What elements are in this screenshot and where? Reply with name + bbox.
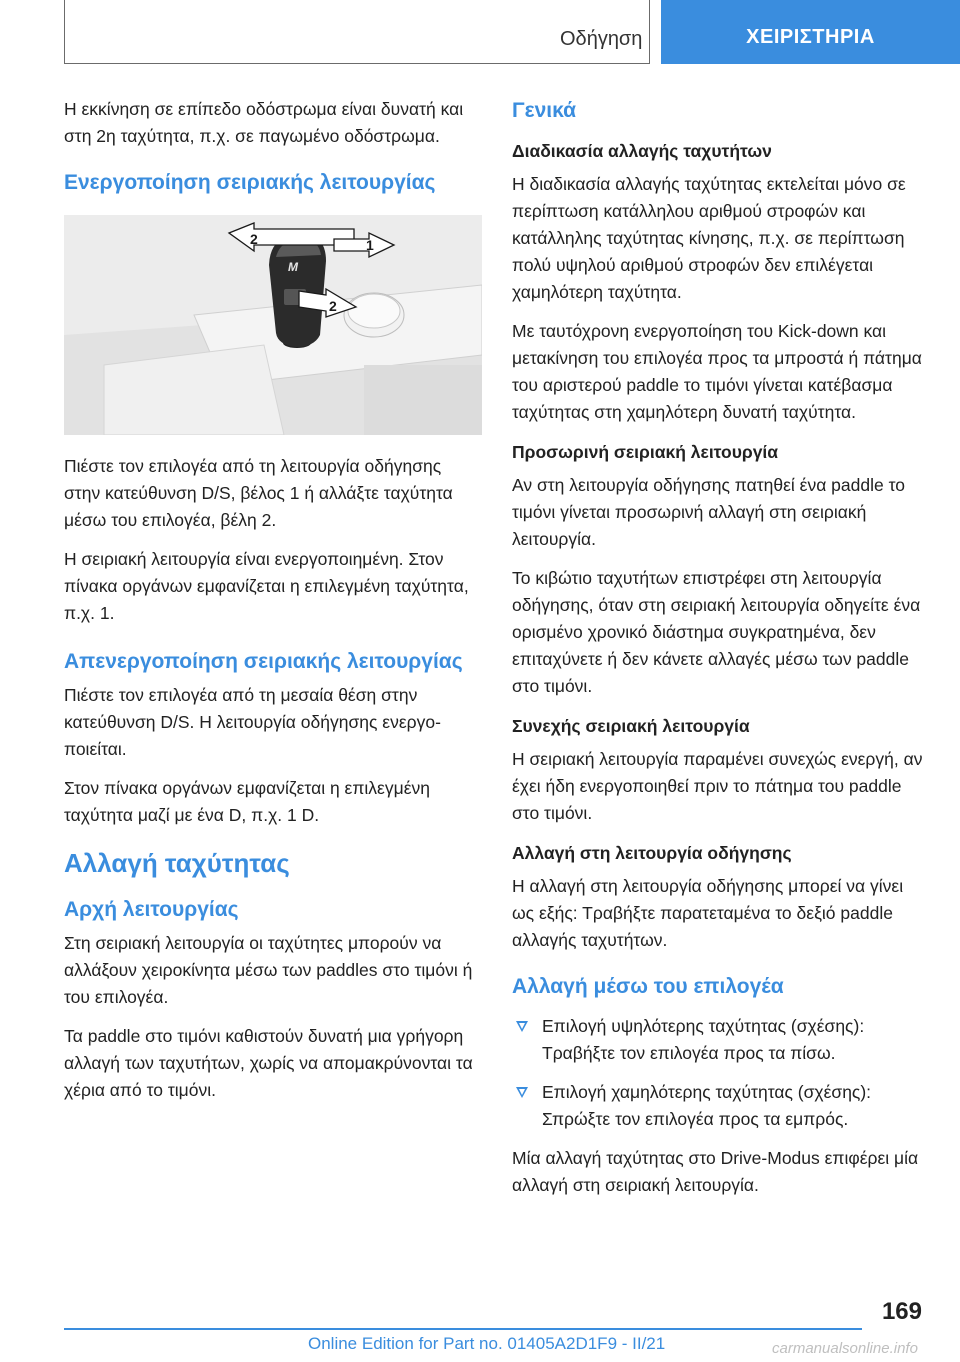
deactivate-paragraph-1: Πιέστε τον επιλογέα από τη μεσαία θέση στην κατεύθυνση D/S. Η λειτουργία οδήγησης ενεργοποιείται. <box>64 685 441 759</box>
brand-m-label: M <box>288 260 298 274</box>
header-section-title: Οδήγηση <box>560 28 643 50</box>
arrow-2-bottom-label: 2 <box>329 298 337 314</box>
activate-heading: Ενεργοποίηση σειριακής λειτουργίας <box>64 171 436 194</box>
procedure-heading: Διαδικασία αλλαγής ταχυτήτων <box>512 141 772 161</box>
principle-paragraph-2: Τα paddle στο τιμόνι καθιστούν δυνατή μια γρήγορη αλλαγή των ταχυτήτων, χωρίς να απομακρύνονται τα χέρια από το τιμόνι. <box>64 1026 473 1100</box>
temporary-paragraph-1: Αν στη λειτουργία οδήγησης πατηθεί ένα paddle το τιμόνι γίνεται προσωρινή αλλαγή στη σειριακή λειτουργία. <box>512 475 905 549</box>
continuous-paragraph: Η σειριακή λειτουργία παραμένει συνεχώς ενεργή, αν έχει ήδη ενεργοποιηθεί πριν το πάτημα του paddle στο τιμόνι. <box>512 749 923 823</box>
temporary-heading: Προσωρινή σειριακή λειτουργία <box>512 442 779 462</box>
arrow-2-top-label: 2 <box>250 231 258 247</box>
header-chapter-tab[interactable]: ΧΕΙΡΙΣΤΗΡΙΑ <box>661 0 960 64</box>
page-number: 169 <box>881 1298 922 1325</box>
arrow-1-label: 1 <box>366 237 374 253</box>
step-text: Επιλογή χαμηλότερης ταχύτητας (σχέσης): Σπρώξτε τον επιλογέα προς τα εμπρός. <box>542 1082 872 1129</box>
drive-modus-paragraph: Μία αλλαγή ταχύτητας στο Drive-Modus επιφέρει μία αλλαγή στη σειριακή λειτουργία. <box>512 1148 919 1195</box>
list-item <box>512 1079 930 1133</box>
selector-heading: Αλλαγή μέσω του επιλογέα <box>512 975 784 998</box>
triangle-bullet-icon <box>516 1087 528 1098</box>
procedure-paragraph-1: Η διαδικασία αλλαγής ταχύτητας εκτελείται μόνο σε περίπτωση κατάλληλου αριθμού στροφών και κατάλληλης ταχύτητας κίνησης, π.χ. σε περίπτωση πολύ υψηλού αριθμού στροφών δεν επιλέγεται χαμηλότερη ταχύτητα. <box>512 174 906 302</box>
continuous-heading: Συνεχής σειριακή λειτουργία <box>512 716 750 736</box>
procedure-paragraph-2: Με ταυτόχρονη ενεργοποίηση του Kick-down και μετακίνηση του επιλογέα προς τα μπροστά ή πάτημα του αριστερού paddle το τιμόνι γίνεται κατέβασμα ταχύτητας στη χαμηλότερη δυνατή ταχύτητα. <box>512 321 922 422</box>
gear-selector-illustration <box>64 215 482 435</box>
triangle-bullet-icon <box>516 1021 528 1032</box>
temporary-paragraph-2: Το κιβώτιο ταχυτήτων επιστρέφει στη λειτουργία οδήγησης, όταν στη σειριακή λειτουργία οδηγείτε ένα ορισμένο χρονικό διάστημα συγκρατημένα, δεν επιταχύνετε ή δεν κάνετε αλλαγές μέσω των paddle στο τιμόνι. <box>512 568 921 696</box>
step-text: Επιλογή υψηλότερης ταχύτητας (σχέσης): Τραβήξτε τον επιλογέα προς τα πίσω. <box>542 1016 865 1063</box>
intro-paragraph: Η εκκίνηση σε επίπεδο οδόστρωμα είναι δυνατή και στη 2η ταχύτητα, π.χ. σε παγωμένο οδόστρωμα. <box>64 99 464 146</box>
deactivate-paragraph-2: Στον πίνακα οργάνων εμφανίζεται η επιλεγμένη ταχύτητα μαζί με ένα D, π.χ. 1 D. <box>64 778 430 825</box>
gear-selector-figure <box>64 215 482 435</box>
activate-paragraph-2: Η σειριακή λειτουργία είναι ενεργοποιημένη. Στον πίνακα οργάνων εμφανίζεται η επιλεγμένη ταχύτητα, π.χ. 1. <box>64 549 469 623</box>
selector-steps-list <box>512 1013 930 1133</box>
gearshift-heading: Αλλαγή ταχύτητας <box>64 848 290 878</box>
watermark: carmanualsonline.info <box>772 1340 918 1357</box>
principle-heading: Αρχή λειτουργίας <box>64 898 239 921</box>
right-column <box>512 96 930 1211</box>
deactivate-heading: Απενεργοποίηση σειριακής λειτουργίας <box>64 650 463 673</box>
list-item <box>512 1013 930 1067</box>
principle-paragraph-1: Στη σειριακή λειτουργία οι ταχύτητες μπορούν να αλλάξουν χειροκίνητα μέσω των paddles στο τιμόνι ή του επιλογέα. <box>64 933 473 1007</box>
switch-heading: Αλλαγή στη λειτουργία οδήγησης <box>512 843 792 863</box>
left-column <box>64 96 482 1116</box>
general-heading: Γενικά <box>512 99 577 122</box>
footer-divider <box>64 1328 862 1330</box>
switch-paragraph: Η αλλαγή στη λειτουργία οδήγησης μπορεί να γίνει ως εξής: Τραβήξτε παρατεταμένα το δεξιό paddle αλλαγής ταχυτήτων. <box>512 876 904 950</box>
activate-paragraph-1: Πιέστε τον επιλογέα από τη λειτουργία οδήγησης στην κατεύθυνση D/S, βέλος 1 ή αλλάξτε ταχύτητα μέσω του επιλογέα, βέλη 2. <box>64 456 453 530</box>
footer-edition: Online Edition for Part no. 01405A2D1F9 - II/21 <box>308 1334 666 1353</box>
